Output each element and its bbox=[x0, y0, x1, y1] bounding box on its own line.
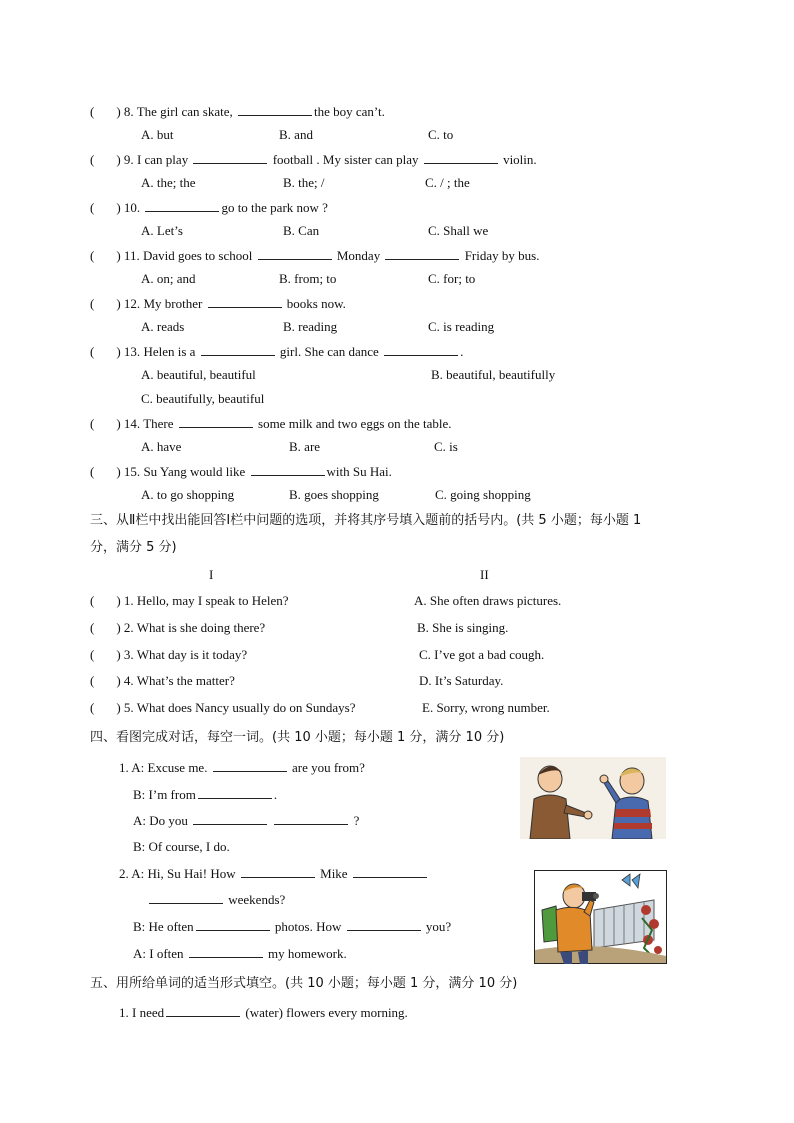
match-row: ( ) 4. What’s the matter? bbox=[90, 673, 235, 688]
mc-options-13-c: C. beautifully, beautiful bbox=[141, 391, 265, 406]
match-answer: C. I’ve got a bad cough. bbox=[419, 647, 545, 662]
mc-question-14: ( ) 14. There some milk and two eggs on the table. bbox=[90, 416, 452, 431]
answer-blank[interactable] bbox=[258, 247, 332, 260]
answer-blank[interactable] bbox=[274, 812, 348, 825]
answer-blank[interactable] bbox=[189, 945, 263, 958]
dialogue-2-line-2: weekends? bbox=[147, 891, 285, 908]
section-3-title-cont: 分，满分 5 分) bbox=[90, 540, 177, 555]
answer-blank[interactable] bbox=[385, 247, 459, 260]
mc-question-11: ( ) 11. David goes to school Monday Friday by bus. bbox=[90, 248, 540, 263]
boy-taking-photo-illustration bbox=[534, 870, 667, 964]
match-row: ( ) 3. What day is it today? bbox=[90, 647, 248, 662]
match-answer: A. She often draws pictures. bbox=[414, 593, 562, 608]
answer-blank[interactable] bbox=[238, 103, 312, 116]
dialogue-2-line-4: A: I often my homework. bbox=[133, 946, 347, 961]
answer-blank[interactable] bbox=[213, 759, 287, 772]
answer-blank[interactable] bbox=[208, 295, 282, 308]
column-heading-1: I bbox=[209, 567, 214, 582]
section-4-title: 四、看图完成对话，每空一词。(共 10 小题；每小题 1 分，满分 10 分) bbox=[90, 730, 505, 745]
answer-blank[interactable] bbox=[193, 812, 267, 825]
answer-blank[interactable] bbox=[198, 786, 272, 799]
answer-blank[interactable] bbox=[424, 151, 498, 164]
answer-blank[interactable] bbox=[149, 891, 223, 904]
match-answer: B. She is singing. bbox=[417, 620, 509, 635]
match-row: ( ) 1. Hello, may I speak to Helen? bbox=[90, 593, 289, 608]
dialogue-2-line-1: 2. A: Hi, Su Hai! How Mike bbox=[119, 865, 429, 882]
word-form-question-1: 1. I need (water) flowers every morning. bbox=[119, 1005, 408, 1020]
mc-question-10: ( ) 10. go to the park now ? bbox=[90, 200, 328, 215]
section-3-title: 三、从Ⅱ栏中找出能回答Ⅰ栏中问题的选项，并将其序号填入题前的括号内。(共 5 小题；每小题 1 bbox=[90, 513, 642, 528]
two-boys-illustration bbox=[520, 757, 666, 839]
section-5-title: 五、用所给单词的适当形式填空。(共 10 小题；每小题 1 分，满分 10 分) bbox=[90, 976, 518, 991]
answer-blank[interactable] bbox=[196, 918, 270, 931]
answer-blank[interactable] bbox=[166, 1004, 240, 1017]
match-answer: D. It’s Saturday. bbox=[419, 673, 504, 688]
answer-blank[interactable] bbox=[241, 865, 315, 878]
match-row: ( ) 5. What does Nancy usually do on Sundays? bbox=[90, 700, 356, 715]
match-answer: E. Sorry, wrong number. bbox=[422, 700, 550, 715]
mc-question-9: ( ) 9. I can play football . My sister can play violin. bbox=[90, 152, 537, 167]
dialogue-2-line-3: B: He often photos. How you? bbox=[133, 919, 452, 934]
answer-blank[interactable] bbox=[193, 151, 267, 164]
answer-blank[interactable] bbox=[179, 415, 253, 428]
answer-blank[interactable] bbox=[145, 199, 219, 212]
mc-question-8: ( ) 8. The girl can skate, the boy can’t. bbox=[90, 104, 385, 119]
mc-question-12: ( ) 12. My brother books now. bbox=[90, 296, 346, 311]
answer-blank[interactable] bbox=[251, 463, 325, 476]
dialogue-1-line-2: B: I’m from . bbox=[133, 787, 278, 802]
dialogue-1-line-3: A: Do you ? bbox=[133, 813, 360, 828]
match-row: ( ) 2. What is she doing there? bbox=[90, 620, 266, 635]
dialogue-1-line-4: B: Of course, I do. bbox=[133, 839, 230, 854]
mc-question-15: ( ) 15. Su Yang would like with Su Hai. bbox=[90, 464, 392, 479]
answer-blank[interactable] bbox=[353, 865, 427, 878]
column-heading-2: II bbox=[480, 567, 489, 582]
answer-blank[interactable] bbox=[384, 343, 458, 356]
answer-blank[interactable] bbox=[347, 918, 421, 931]
answer-blank[interactable] bbox=[201, 343, 275, 356]
mc-question-13: ( ) 13. Helen is a girl. She can dance . bbox=[90, 344, 464, 359]
dialogue-1-line-1: 1. A: Excuse me. are you from? bbox=[119, 760, 365, 775]
